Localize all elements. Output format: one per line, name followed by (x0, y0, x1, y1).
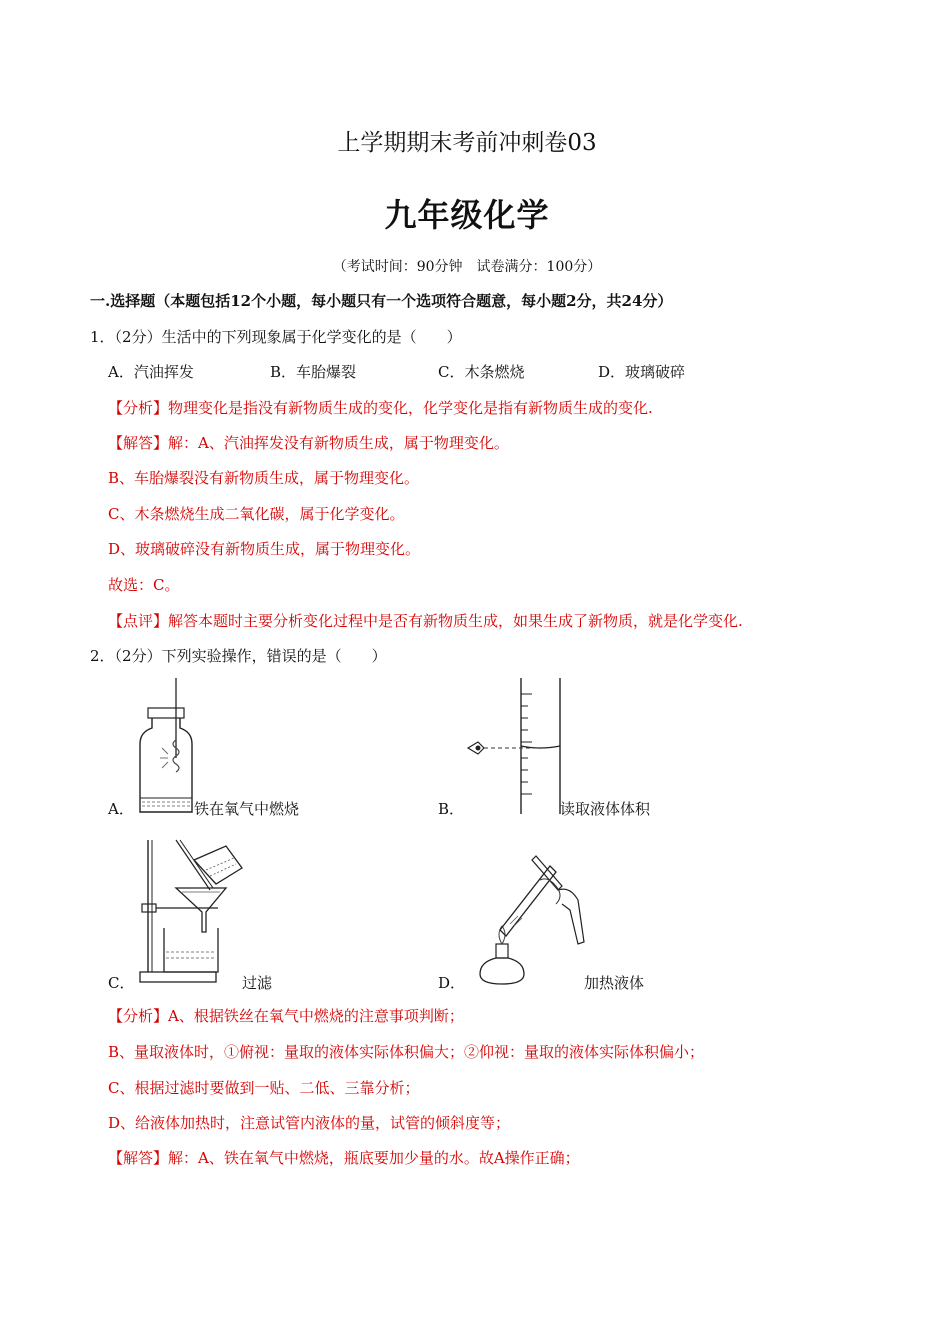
figure-heating-liquid (466, 846, 590, 986)
q1-stem: 1．（2分）生活中的下列现象属于化学变化的是（ ） (90, 328, 462, 346)
figure-cylinder-reading (462, 678, 562, 814)
q2-option-d-letter: D． (438, 974, 466, 992)
q2-option-a-letter: A． (108, 800, 134, 818)
q2-option-b-caption: 读取液体体积 (560, 800, 651, 818)
q1-option-b: B．车胎爆裂 (270, 363, 357, 381)
q1-answer-line: B、车胎爆裂没有新物质生成，属于物理变化。 (108, 469, 420, 487)
q1-option-c: C．木条燃烧 (438, 363, 525, 381)
q2-stem: 2．（2分）下列实验操作，错误的是（ ） (90, 647, 387, 665)
q1-analysis: 【分析】物理变化是指没有新物质生成的变化，化学变化是指有新物质生成的变化. (108, 399, 653, 417)
q2-option-b-letter: B． (438, 800, 465, 818)
figure-iron-burning (136, 678, 196, 814)
q1-answer-line: D、玻璃破碎没有新物质生成，属于物理变化。 (108, 540, 421, 558)
section-heading: 一.选择题（本题包括12个小题，每小题只有一个选项符合题意，每小题2分，共24分） (90, 292, 673, 310)
q2-analysis-line: 【分析】A、根据铁丝在氧气中燃烧的注意事项判断； (108, 1007, 464, 1025)
q2-analysis-line: B、量取液体时，①俯视：量取的液体实际体积偏大；②仰视：量取的液体实际体积偏小； (108, 1043, 705, 1061)
q2-option-d-caption: 加热液体 (584, 974, 645, 992)
q1-option-a: A．汽油挥发 (108, 363, 194, 381)
paper-title: 上学期期末考前冲刺卷03 (337, 130, 597, 156)
q2-option-c-letter: C． (108, 974, 135, 992)
q2-option-c-caption: 过滤 (242, 974, 273, 992)
q2-option-a-caption: 铁在氧气中燃烧 (194, 800, 300, 818)
q2-analysis-line: C、根据过滤时要做到一贴、二低、三靠分析； (108, 1079, 420, 1097)
q1-option-d: D．玻璃破碎 (598, 363, 686, 381)
q2-answer-line: 【解答】解：A、铁在氧气中燃烧，瓶底要加少量的水。故A操作正确； (108, 1149, 580, 1167)
paper-subtitle: 九年级化学 (384, 196, 550, 234)
figure-filtration (134, 840, 244, 984)
q2-analysis-line: D、给液体加热时，注意试管内液体的量，试管的倾斜度等； (108, 1114, 511, 1132)
exam-info: （考试时间：90分钟 试卷满分：100分） (332, 259, 602, 275)
q1-choice: 故选：C。 (108, 576, 180, 594)
q1-answer-line: C、木条燃烧生成二氧化碳，属于化学变化。 (108, 505, 405, 523)
q1-answer-line: 【解答】解：A、汽油挥发没有新物质生成，属于物理变化。 (108, 434, 509, 452)
q1-comment: 【点评】解答本题时主要分析变化过程中是否有新物质生成，如果生成了新物质，就是化学变化. (108, 612, 743, 630)
